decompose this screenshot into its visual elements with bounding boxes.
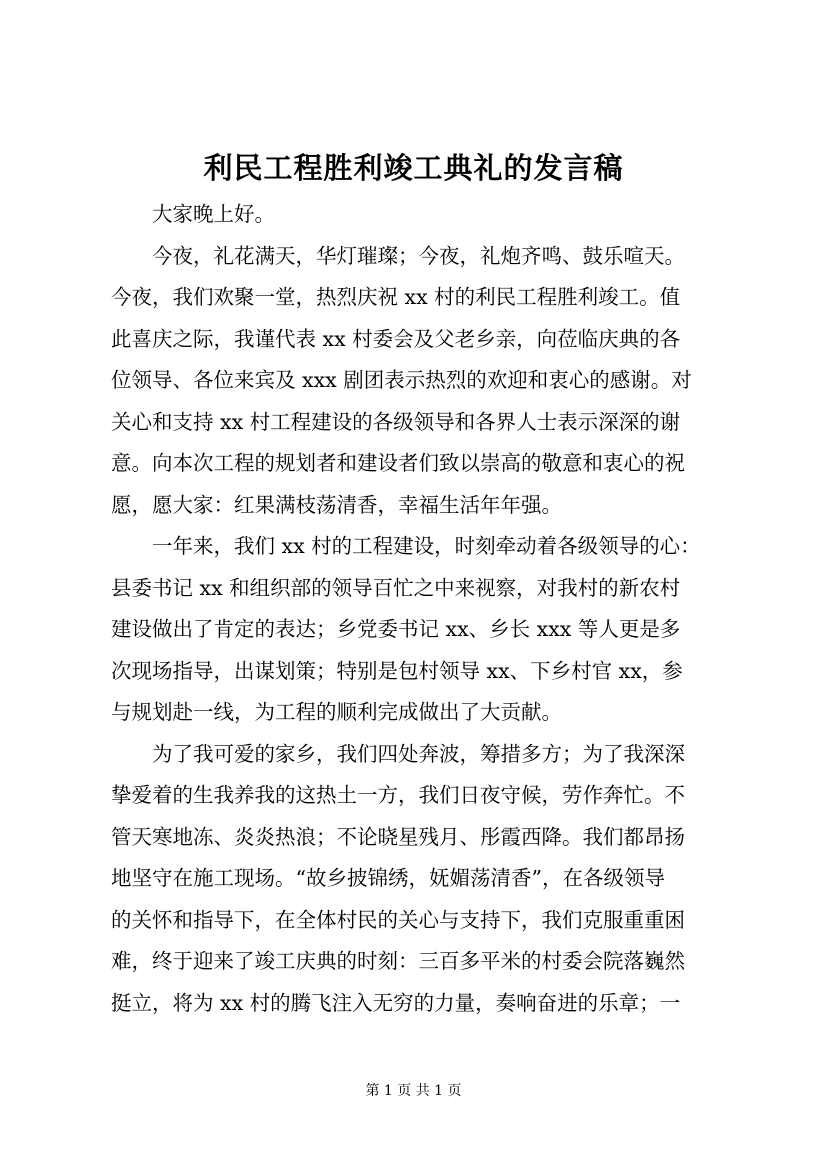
page-number-footer: 第 1 页 共 1 页 bbox=[365, 1083, 462, 1099]
document-body bbox=[111, 194, 731, 1024]
text-line: 关心和支持 xx 村工程建设的各级领导和各界人士表示深深的谢 bbox=[111, 409, 681, 434]
text-line: 的关怀和指导下，在全体村民的关心与支持下，我们克服重重困 bbox=[111, 907, 685, 932]
greeting: 大家晚上好。 bbox=[152, 202, 275, 226]
text-line: 一年来，我们 xx 村的工程建设，时刻牵动着各级领导的心： bbox=[152, 534, 701, 558]
text-line: 愿，愿大家：红果满枝荡清香，幸福生活年年强。 bbox=[111, 492, 562, 517]
text-line: 今夜，我们欢聚一堂，热烈庆祝 xx 村的利民工程胜利竣工。值 bbox=[111, 285, 681, 309]
document-title: 利民工程胜利竣工典礼的发言稿 bbox=[203, 151, 624, 185]
text-line: 挚爱着的生我养我的这热土一方，我们日夜守候，劳作奔忙。不 bbox=[111, 783, 685, 807]
text-line: 为了我可爱的家乡，我们四处奔波，筹措多方；为了我深深 bbox=[152, 741, 685, 766]
paragraph-3 bbox=[111, 734, 731, 1025]
text-line: 位领导、各位来宾及 xxx 剧团表示热烈的欢迎和衷心的感谢。对 bbox=[111, 368, 692, 392]
text-line: 地坚守在施工现场。“故乡披锦绣，妩媚荡清香”，在各级领导 bbox=[111, 866, 665, 890]
text-line: 意。向本次工程的规划者和建设者们致以崇高的敬意和衷心的祝 bbox=[111, 451, 685, 475]
text-line: 县委书记 xx 和组织部的领导百忙之中来视察，对我村的新农村 bbox=[111, 575, 681, 600]
text-line: 管天寒地冻、炎炎热浪；不论晓星残月、彤霞西降。我们都昂扬 bbox=[111, 824, 685, 849]
text-line: 今夜，礼花满天，华灯璀璨；今夜，礼炮齐鸣、鼓乐喧天。 bbox=[152, 243, 685, 268]
paragraph-1 bbox=[111, 236, 731, 527]
text-line: 难，终于迎来了竣工庆典的时刻：三百多平米的村委会院落巍然 bbox=[111, 949, 685, 973]
text-line: 次现场指导，出谋划策；特别是包村领导 xx、下乡村官 xx，参 bbox=[111, 658, 683, 683]
text-line: 挺立，将为 xx 村的腾飞注入无穷的力量，奏响奋进的乐章；一 bbox=[111, 990, 681, 1015]
text-line: 建设做出了肯定的表达；乡党委书记 xx、乡长 xxx 等人更是多 bbox=[111, 617, 681, 641]
text-line: 与规划赴一线，为工程的顺利完成做出了大贡献。 bbox=[111, 700, 562, 724]
text-line: 此喜庆之际，我谨代表 xx 村委会及父老乡亲，向莅临庆典的各 bbox=[111, 326, 681, 351]
paragraph-2 bbox=[111, 526, 731, 734]
